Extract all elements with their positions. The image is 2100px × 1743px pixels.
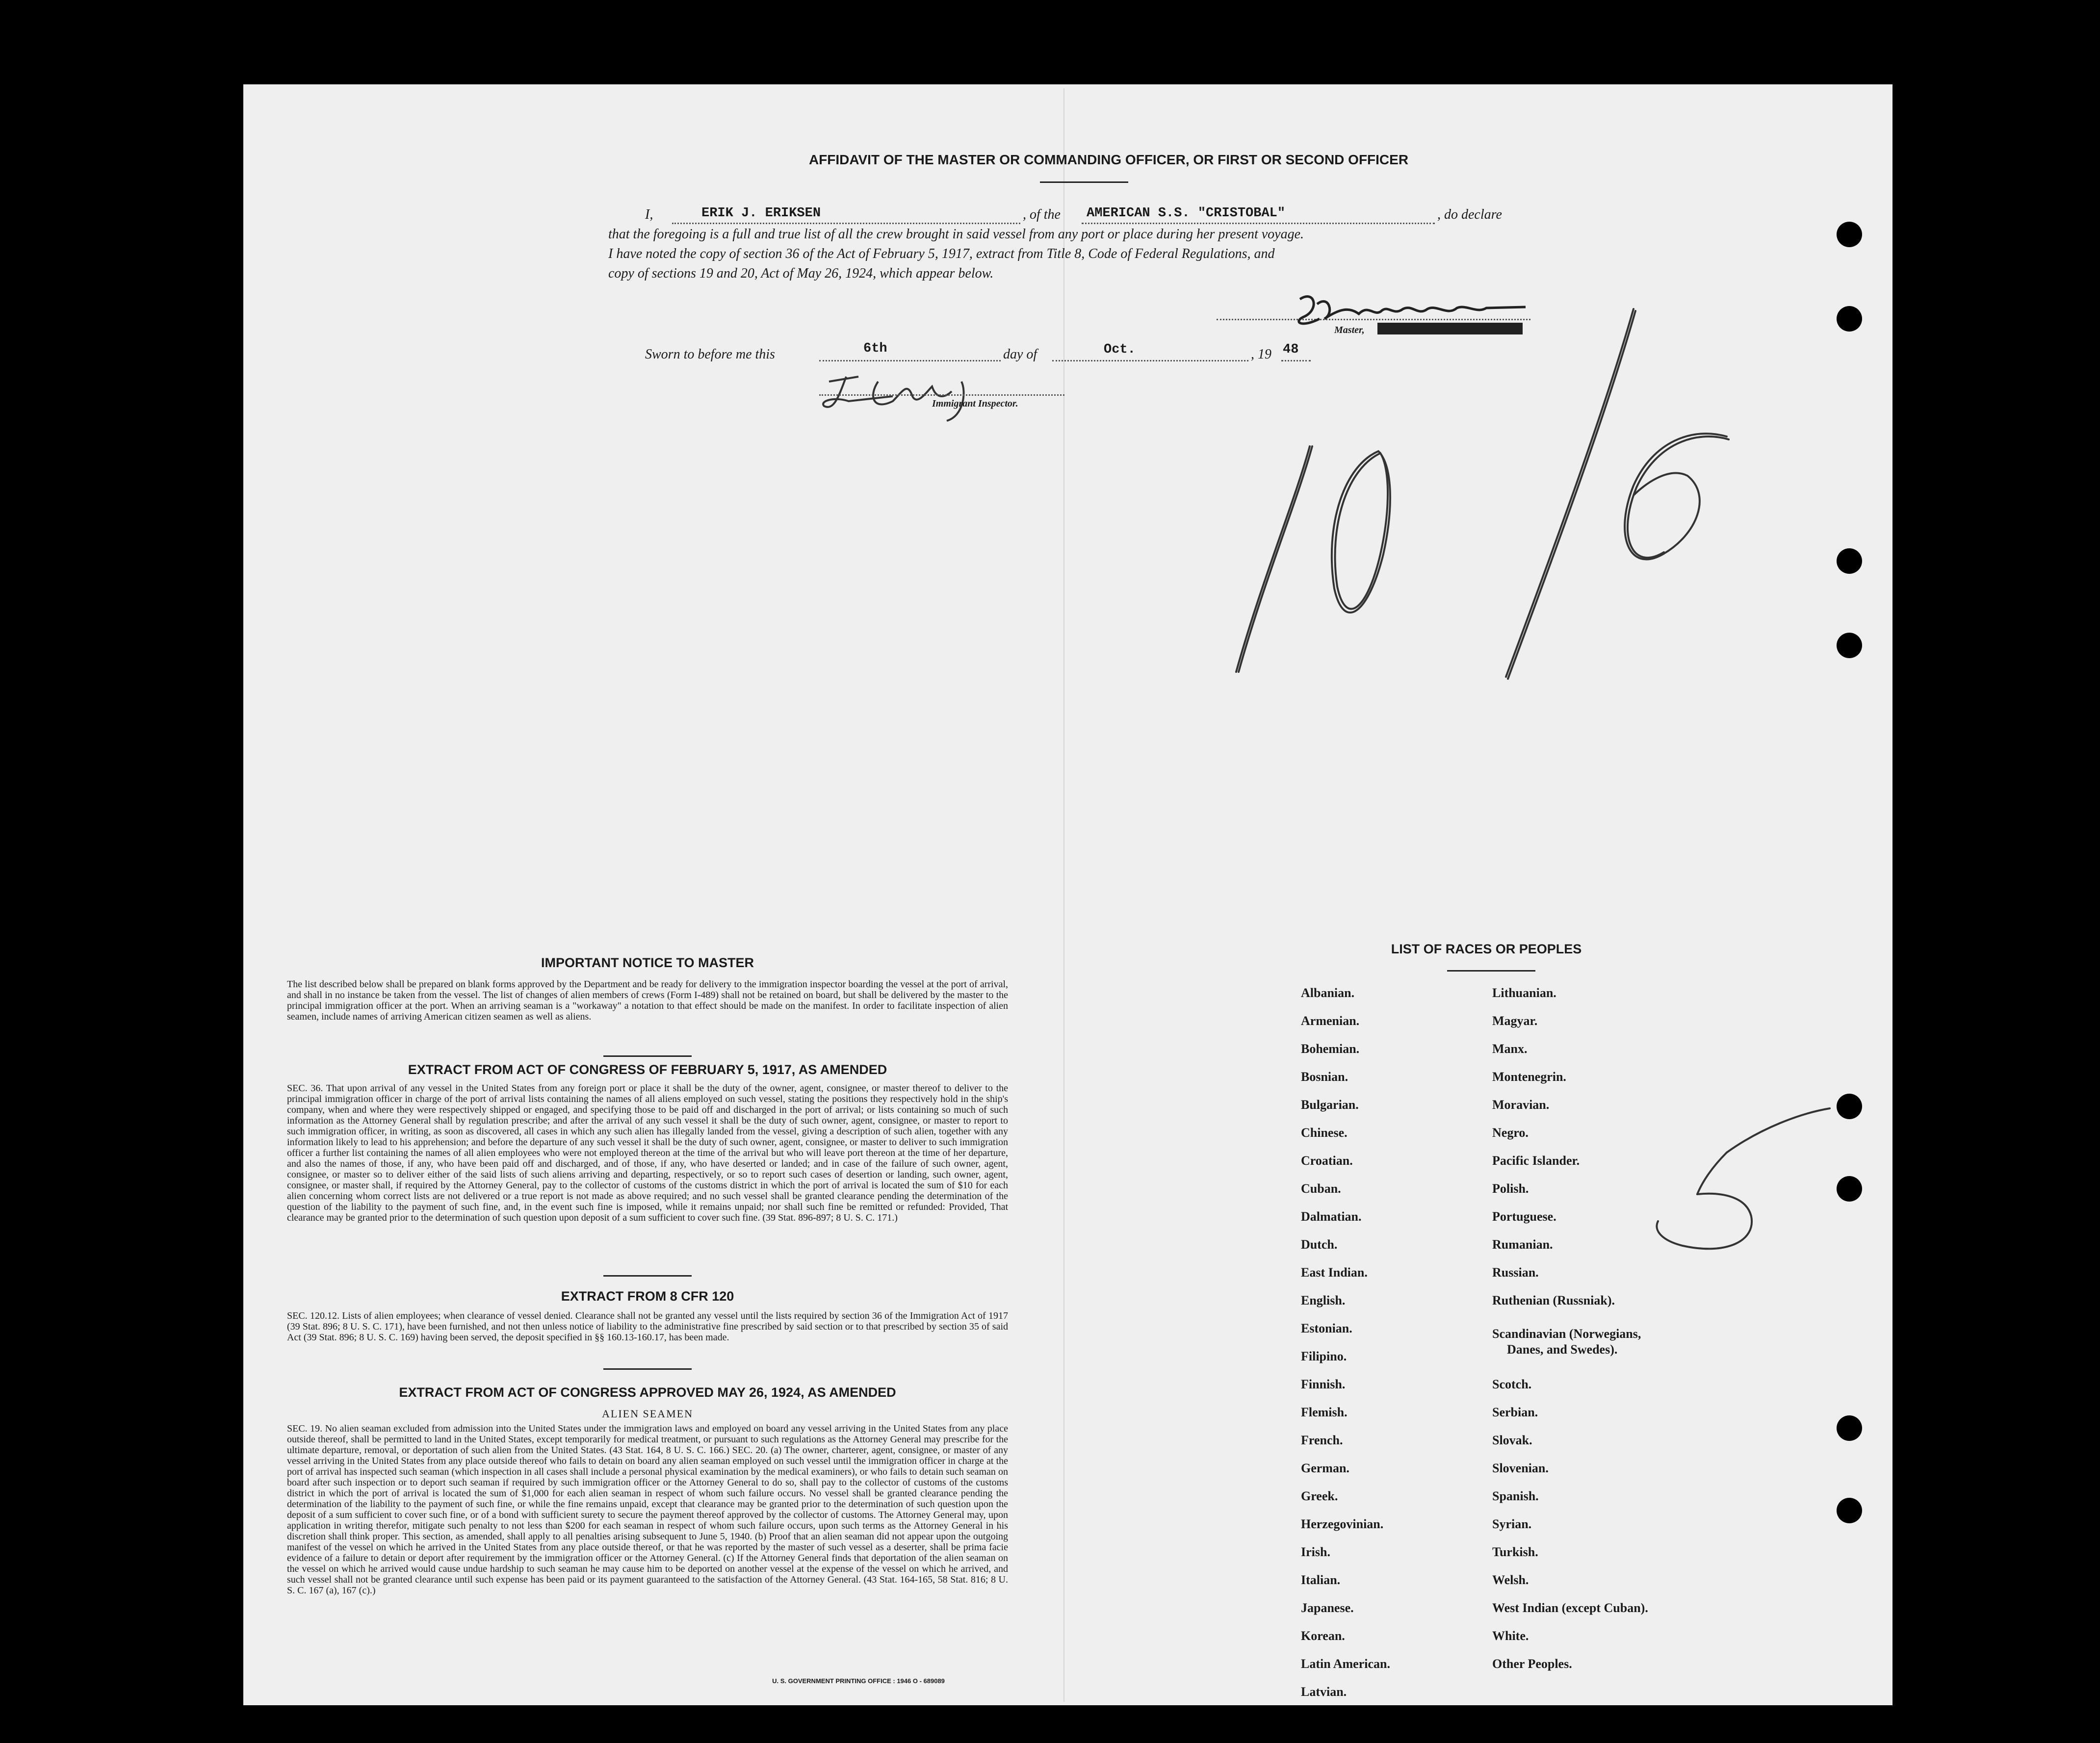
race-item: Turkish. [1492,1545,1538,1559]
race-item: Cuban. [1301,1181,1341,1196]
race-item: Welsh. [1492,1573,1529,1587]
race-item: Russian. [1492,1265,1539,1280]
race-item: Magyar. [1492,1014,1538,1028]
race-item: English. [1301,1293,1346,1307]
notice-rule [603,1055,692,1057]
vessel-name-field: AMERICAN S.S. "CRISTOBAL" [1087,206,1286,221]
title-rule [1040,181,1128,183]
inspector-signature-line [819,394,1064,396]
race-item: East Indian. [1301,1265,1368,1280]
notice-title: IMPORTANT NOTICE TO MASTER [541,955,754,970]
extract-1917-rule [603,1275,692,1277]
race-item: Portuguese. [1492,1209,1556,1224]
sworn-label: Sworn to before me this [645,347,775,362]
race-item: Scandinavian (Norwegians, [1492,1327,1641,1341]
race-item: Dalmatian. [1301,1209,1362,1224]
race-item: Rumanian. [1492,1237,1553,1252]
day-of-label: day of [1003,347,1037,362]
year-prefix: , 19 [1251,347,1271,362]
punch-hole [1837,1415,1862,1441]
extract-1924-text: SEC. 19. No alien seaman excluded from admission into the United States under the immigration laws and employed on board any vessel arriving in the United States from any place outside thereof, shall be permitted to land in the United States, except temporarily for medical treatment, or pursuant to such regulations as the Attorney General may prescribe for the ultimate departure, removal, or deportation of such alien from the United States. (43 Stat. 164, 8 U. S. C. 166.) SEC. 20. (a) The owner, charterer, agent, consignee, or master of any vessel arriving in the United States from any place outside thereof who fails to detain on board any alien seaman employed on such vessel until the immigration officer in charge at the port of arrival has inspected such seaman (which inspection in all cases shall include a personal physical examination by the medical examiners), or who fails to detain such seaman on board after such inspection or to deport such seaman if required by such immigration officer or the Attorney General to do so, shall pay to the collector of customs of the customs district in which the port of arrival is located the sum of $1,000 for each alien seaman in respect of whom such failure occurs. No vessel shall be granted clearance pending the determination of the liability to the payment of such fine, or while the fine remains unpaid, except that clearance may be granted prior to the determination of such question upon the deposit of a sum sufficient to cover such fine, or of a bond with sufficient surety to secure the payment thereof approved by the collector of customs. The Attorney General may, upon application in writing therefor, mitigate such penalty to not less than $200 for each seaman in respect of whom such failure occurs, upon such terms as the Attorney General in his discretion shall think proper. This section, as amended, shall apply to all penalties arising subsequent to June 5, 1940. (b) Proof that an alien seaman did not appear upon the outgoing manifest of the vessel on which he arrived in the United States from any place outside thereof, or that he was reported by the master of such vessel as a deserter, shall be prima facie evidence of a failure to detain or deport after requirement by the immigration officer or the Attorney General. (c) If the Attorney General finds that deportation of the alien seaman on the vessel on which he arrived would cause undue hardship to such seaman he may cause him to be deported on another vessel at the expense of the vessel on which he arrived, and such vessel shall not be granted clearance until such expense has been paid or its payment guaranteed to the satisfaction of the Attorney General. (43 Stat. 164-165, 58 Stat. 816; 8 U. S. C. 167 (a), 167 (c).) [287,1423,1008,1596]
race-item: Finnish. [1301,1377,1346,1391]
race-item: Flemish. [1301,1405,1348,1419]
race-item: Herzegovinian. [1301,1517,1384,1531]
race-item: Syrian. [1492,1517,1532,1531]
race-item: Slovak. [1492,1433,1532,1447]
race-item: German. [1301,1461,1349,1475]
handwritten-side-number [1643,1099,1849,1265]
race-item: Ruthenian (Russniak). [1492,1293,1615,1307]
race-item: Scotch. [1492,1377,1532,1391]
race-item: Bohemian. [1301,1042,1360,1056]
race-item: Bosnian. [1301,1070,1348,1084]
race-item: Filipino. [1301,1349,1347,1363]
punch-hole [1837,222,1862,247]
race-item: Danes, and Swedes). [1507,1342,1618,1357]
month-field: Oct. [1104,342,1136,357]
race-item: Latin American. [1301,1657,1390,1671]
inspector-label: Immigrant Inspector. [932,398,1018,409]
race-item: Greek. [1301,1489,1338,1503]
day-line [819,360,1001,361]
race-item: Japanese. [1301,1601,1354,1615]
extract-cfr-text: SEC. 120.12. Lists of alien employees; when clearance of vessel denied. Clearance shall not be granted any vessel until the lists required by section 36 of the Immigration Act of 1917 (39 Stat. 896; 8 U. S. C. 171), have been furnished, and not then unless notice of liability to the administrative fine prescribed by said section or to that prescribed by section 35 of said Act (39 Stat. 896; 8 U. S. C. 169) having been served, the deposit specified in §§ 160.13-160.17, has been made. [287,1310,1008,1343]
punch-hole [1837,306,1862,332]
race-item: Moravian. [1492,1098,1550,1112]
race-item: Chinese. [1301,1126,1348,1140]
fold-line [1063,88,1064,1702]
race-item: Other Peoples. [1492,1657,1572,1671]
master-name-field: ERIK J. ERIKSEN [701,206,821,221]
year-field: 48 [1283,342,1299,357]
race-item: Korean. [1301,1629,1345,1643]
extract-1924-subtitle: ALIEN SEAMEN [602,1408,693,1420]
race-item: Estonian. [1301,1321,1352,1335]
race-item: Polish. [1492,1181,1529,1196]
printing-office-footer: U. S. GOVERNMENT PRINTING OFFICE : 1946 O - 689089 [772,1677,945,1685]
inspector-signature [819,362,1035,431]
affidavit-body-line-3: copy of sections 19 and 20, Act of May 26, 1924, which appear below. [608,266,994,281]
punch-hole [1837,548,1862,574]
race-item: Bulgarian. [1301,1098,1359,1112]
affidavit-title: AFFIDAVIT OF THE MASTER OR COMMANDING OFFICER, OR FIRST OR SECOND OFFICER [808,152,1409,167]
punch-hole [1837,633,1862,658]
race-item: Albanian. [1301,986,1355,1000]
race-item: Italian. [1301,1573,1341,1587]
race-item: White. [1492,1629,1529,1643]
race-item: Serbian. [1492,1405,1538,1419]
races-title: LIST OF RACES OR PEOPLES [1391,942,1582,956]
extract-1917-title: EXTRACT FROM ACT OF CONGRESS OF FEBRUARY 5, 1917, AS AMENDED [408,1062,887,1077]
race-item: Negro. [1492,1126,1529,1140]
race-item: Manx. [1492,1042,1528,1056]
extract-cfr-title: EXTRACT FROM 8 CFR 120 [561,1289,734,1304]
race-item: Croatian. [1301,1153,1353,1168]
extract-cfr-rule [603,1368,692,1370]
extract-1924-title: EXTRACT FROM ACT OF CONGRESS APPROVED MAY 26, 1924, AS AMENDED [399,1385,896,1400]
punch-hole [1837,1498,1862,1523]
race-item: Spanish. [1492,1489,1539,1503]
race-item: Latvian. [1301,1685,1347,1699]
races-rule [1447,970,1535,972]
master-label: Master, [1334,325,1365,335]
handwritten-number [1212,289,1756,701]
race-item: Irish. [1301,1545,1330,1559]
race-item: West Indian (except Cuban). [1492,1601,1648,1615]
of-the-label: , of the [1023,207,1061,222]
do-declare-label: , do declare [1437,207,1502,222]
vessel-name-line [1082,223,1435,224]
race-item: Pacific Islander. [1492,1153,1580,1168]
race-item: French. [1301,1433,1343,1447]
race-item: Lithuanian. [1492,986,1556,1000]
race-item: Dutch. [1301,1237,1338,1252]
i-label: I, [645,207,653,222]
race-item: Slovenian. [1492,1461,1549,1475]
extract-1917-text: SEC. 36. That upon arrival of any vessel in the United States from any foreign port or place it shall be the duty of the owner, agent, consignee, or master thereof to deliver to the principal immigration officer in charge of the port of arrival lists containing the names of all aliens employed on such vessel, stating the positions they respectively hold in the ship's company, when and where they were respectively shipped or engaged, and specifying those to be paid off and discharged in the port of arrival; or lists containing so much of such information as the Attorney General shall by regulation prescribe; and after the arrival of any such vessel it shall be the duty of such owner, agent, consignee, or master to report to such immigration officer, in writing, as soon as discovered, all cases in which any such alien has illegally landed from the vessel, giving a description of such alien, together with any information likely to lead to his apprehension; and before the departure of any such vessel it shall be the duty of such owner, agent, consignee, or master to deliver to such immigration officer a further list containing the names of all alien employees who were not employed thereon at the time of the arrival but who will leave port thereon at the time of her departure, and also the names of those, if any, who have been paid off and discharged, and of those, if any, who have deserted or landed; and in case of the failure of such owner, agent, consignee, or master so to deliver either of the said lists of such aliens arriving and departing, respectively, or so to report such cases of desertion or landing, such owner, agent, consignee, or master shall, if required by the Attorney General, pay to the collector of customs of the customs district in which the port of arrival is located the sum of $10 for each alien concerning whom correct lists are not delivered or a true report is not made as above required; and no such vessel shall be granted clearance pending the determination of the question of the liability to the payment of such fine, and, in the event such fine is imposed, while it remains unpaid; nor shall such fine be remitted or refunded: Provided, That clearance may be granted prior to the determination of such question upon deposit of a sum sufficient to cover such fine. (39 Stat. 896-897; 8 U. S. C. 171.) [287,1083,1008,1223]
affidavit-body-line-1: that the foregoing is a full and true list of all the crew brought in said vessel from any port or place during her present voyage. [608,227,1304,242]
race-item: Montenegrin. [1492,1070,1566,1084]
master-name-line [672,223,1020,224]
day-field: 6th [863,341,887,356]
affidavit-body-line-2: I have noted the copy of section 36 of the Act of February 5, 1917, extract from Title 8, Code of Federal Regulations, and [608,246,1275,261]
notice-text: The list described below shall be prepared on blank forms approved by the Department and be ready for delivery to the immigration inspector boarding the vessel at the port of arrival, and shall in no instance be taken from the vessel. The list of changes of alien members of crews (Form I-489) shall not be retained on board, but shall be delivered by the master to the principal immigration officer at the port. When an arriving seaman is a "workaway" a notation to that effect should be made on the manifest. In order to facilitate inspection of alien seamen, include names of arriving American citizen seamen as well as aliens. [287,979,1008,1022]
race-item: Armenian. [1301,1014,1360,1028]
